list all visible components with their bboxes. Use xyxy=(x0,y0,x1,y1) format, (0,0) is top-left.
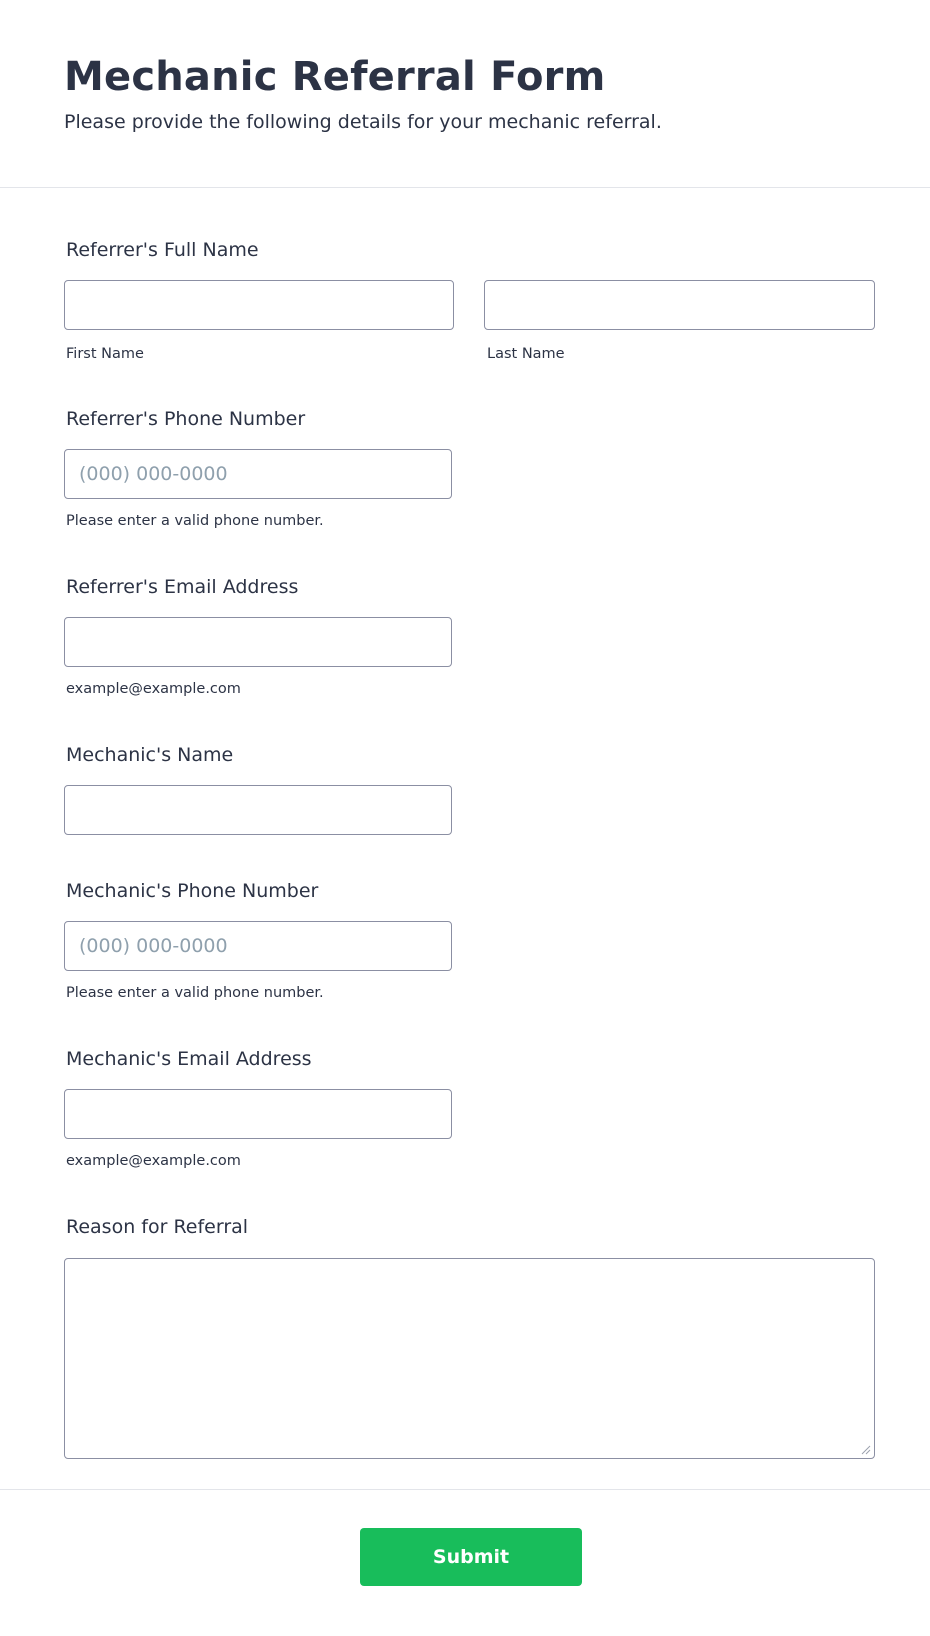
referrer-email-input[interactable] xyxy=(64,617,452,667)
mechanic-email-hint: example@example.com xyxy=(66,1153,241,1169)
mechanic-email-input[interactable] xyxy=(64,1089,452,1139)
referrer-last-name-input[interactable] xyxy=(484,280,875,330)
referrer-email-hint: example@example.com xyxy=(66,681,241,697)
mechanic-name-input[interactable] xyxy=(64,785,452,835)
referrer-phone-input[interactable] xyxy=(64,449,452,499)
form-subtitle: Please provide the following details for your mechanic referral. xyxy=(64,111,662,133)
form-title: Mechanic Referral Form xyxy=(64,54,606,100)
mechanic-phone-label: Mechanic's Phone Number xyxy=(66,880,319,902)
referrer-phone-label: Referrer's Phone Number xyxy=(66,408,306,430)
mechanic-email-label: Mechanic's Email Address xyxy=(66,1048,312,1070)
mechanic-phone-input[interactable] xyxy=(64,921,452,971)
mechanic-name-label: Mechanic's Name xyxy=(66,744,234,766)
last-name-sublabel: Last Name xyxy=(487,346,565,362)
referrer-first-name-input[interactable] xyxy=(64,280,454,330)
resize-handle-icon[interactable] xyxy=(861,1445,871,1455)
reason-label: Reason for Referral xyxy=(66,1216,249,1238)
reason-textarea[interactable] xyxy=(64,1258,875,1459)
form-header xyxy=(0,0,930,188)
referrer-phone-hint: Please enter a valid phone number. xyxy=(66,513,324,529)
referrer-name-label: Referrer's Full Name xyxy=(66,239,259,261)
submit-button[interactable]: Submit xyxy=(360,1528,582,1586)
referrer-email-label: Referrer's Email Address xyxy=(66,576,299,598)
first-name-sublabel: First Name xyxy=(66,346,144,362)
mechanic-phone-hint: Please enter a valid phone number. xyxy=(66,985,324,1001)
